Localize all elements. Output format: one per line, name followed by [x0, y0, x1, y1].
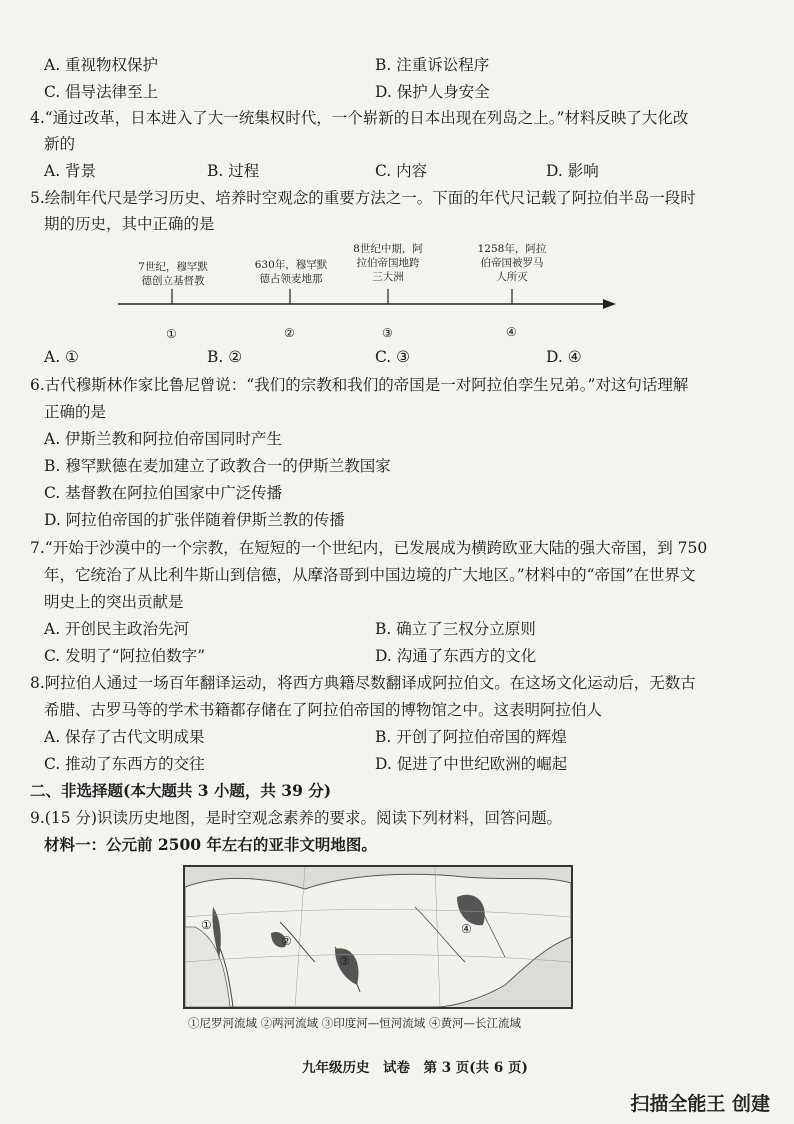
q4-stem-cont: 新的	[44, 135, 76, 153]
q3-option-a: A. 重视物权保护	[44, 56, 159, 74]
q5-stem: 5.绘制年代尺是学习历史、培养时空观念的重要方法之一。下面的年代尺记载了阿拉伯半岛一段时	[30, 189, 696, 207]
q6-stem-cont: 正确的是	[44, 403, 107, 421]
asia-africa-civilization-map	[183, 865, 573, 1009]
q3-option-d: D. 保护人身安全	[375, 83, 490, 101]
q8-stem: 8.阿拉伯人通过一场百年翻译运动，将西方典籍尽数翻译成阿拉伯文。在这场文化运动后，无数古	[30, 674, 696, 692]
q4-stem: 4.“通过改革，日本进入了大一统集权时代，一个崭新的日本出现在列岛之上。”材料反映了大化改	[30, 109, 689, 127]
map-marker-1: ①	[201, 918, 212, 932]
timeline-event-3: 8世纪中期，阿 拉伯帝国地跨 三大洲	[353, 243, 423, 283]
q6-option-a: A. 伊斯兰教和阿拉伯帝国同时产生	[44, 430, 283, 448]
timeline-marker-4: ④	[506, 325, 517, 339]
q7-option-d: D. 沟通了东西方的文化	[375, 647, 537, 665]
q7-stem-cont2: 明史上的突出贡献是	[44, 593, 184, 611]
q4-option-a: A. 背景	[44, 162, 97, 180]
q6-option-c: C. 基督教在阿拉伯国家中广泛传播	[44, 484, 283, 502]
q6-stem: 6.古代穆斯林作家比鲁尼曾说：“我们的宗教和我们的帝国是一对阿拉伯孪生兄弟。”对这句话理解	[30, 376, 689, 394]
q9-stem: 9.(15 分)识读历史地图，是时空观念素养的要求。阅读下列材料，回答问题。	[30, 809, 563, 827]
q4-option-c: C. 内容	[375, 162, 428, 180]
timeline-marker-2: ②	[284, 326, 295, 340]
q8-stem-cont: 希腊、古罗马等的学术书籍都存储在了阿拉伯帝国的博物馆之中。这表明阿拉伯人	[44, 701, 603, 719]
q4-option-d: D. 影响	[546, 162, 599, 180]
q7-stem: 7.“开始于沙漠中的一个宗教，在短短的一个世纪内，已发展成为横跨欧亚大陆的强大帝国，到 750	[30, 539, 708, 557]
map-marker-4: ④	[461, 922, 472, 936]
timeline-event-2: 630年，穆罕默 德占领麦地那	[254, 259, 328, 285]
map-marker-3: ③	[339, 954, 350, 968]
q5-option-c: C. ③	[375, 348, 411, 366]
material-1-label: 材料一：公元前 2500 年左右的亚非文明地图。	[44, 835, 377, 854]
map-marker-2: ②	[281, 934, 292, 948]
scanner-watermark: 扫描全能王 创建	[630, 1093, 770, 1115]
page-footer: 九年级历史 试卷 第 3 页(共 6 页)	[302, 1060, 528, 1076]
q5-stem-cont: 期的历史，其中正确的是	[44, 215, 215, 233]
timeline-marker-1: ①	[166, 327, 177, 341]
q7-stem-cont: 年，它统治了从比利牛斯山到信德，从摩洛哥到中国边境的广大地区。”材料中的“帝国”在世界文	[44, 566, 696, 584]
timeline-marker-3: ③	[382, 326, 393, 340]
section-2-heading: 二、非选择题(本大题共 3 小题，共 39 分)	[30, 781, 332, 800]
q3-option-c: C. 倡导法律至上	[44, 83, 159, 101]
timeline-event-4: 1258年，阿拉 伯帝国被罗马 人所灭	[477, 243, 547, 283]
map-graphic	[185, 867, 571, 1007]
q8-option-b: B. 开创了阿拉伯帝国的辉煌	[375, 728, 567, 746]
q8-option-a: A. 保存了古代文明成果	[44, 728, 205, 746]
q6-option-d: D. 阿拉伯帝国的扩张伴随着伊斯兰教的传播	[44, 511, 345, 529]
q7-option-a: A. 开创民主政治先河	[44, 620, 190, 638]
q7-option-b: B. 确立了三权分立原则	[375, 620, 536, 638]
q5-option-a: A. ①	[44, 348, 79, 366]
q5-option-b: B. ②	[207, 348, 243, 366]
q5-option-d: D. ④	[546, 348, 582, 366]
q4-option-b: B. 过程	[207, 162, 260, 180]
q6-option-b: B. 穆罕默德在麦加建立了政教合一的伊斯兰教国家	[44, 457, 391, 475]
timeline-event-1: 7世纪，穆罕默 德创立基督教	[138, 261, 208, 287]
q8-option-d: D. 促进了中世纪欧洲的崛起	[375, 755, 568, 773]
q3-option-b: B. 注重诉讼程序	[375, 56, 490, 74]
map-caption: ①尼罗河流域 ②两河流域 ③印度河—恒河流域 ④黄河—长江流域	[188, 1016, 521, 1030]
q7-option-c: C. 发明了“阿拉伯数字”	[44, 647, 206, 665]
q8-option-c: C. 推动了东西方的交往	[44, 755, 205, 773]
